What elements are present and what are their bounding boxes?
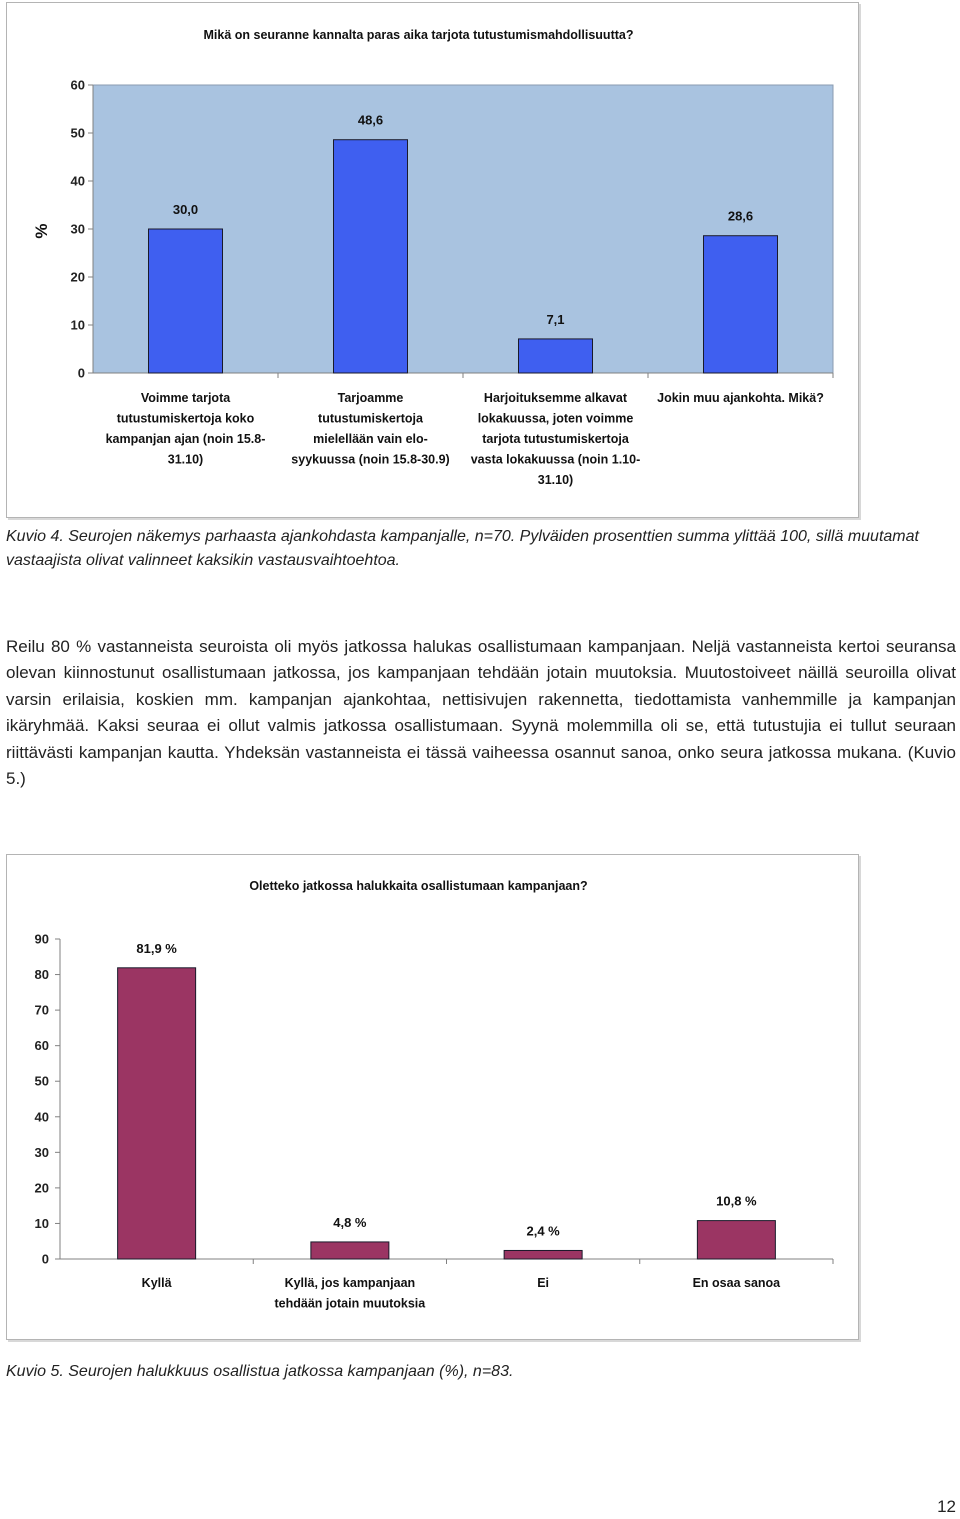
chart-1-data-label: 30,0 [172, 202, 199, 217]
chart-2-data-label: 2,4 % [526, 1223, 560, 1239]
chart-1-category-label: tutustumiskertoja koko [116, 411, 255, 426]
chart-1-category-label: mielellään vain elo- [313, 432, 428, 446]
chart-1-category-label: Harjoituksemme alkavat [483, 391, 628, 405]
chart-2-container [6, 854, 859, 1340]
chart-2-y-tick-label: 50 [34, 1073, 49, 1089]
chart-2-category-label: tehdään jotain muutoksia [274, 1296, 426, 1311]
chart-1-category-label: 31.10) [537, 473, 574, 487]
chart-2-data-label: 4,8 % [333, 1214, 367, 1230]
chart-1-data-label: 28,6 [727, 208, 754, 224]
chart-2-category-label: Kyllä, jos kampanjaan [284, 1276, 416, 1290]
chart-2-y-tick-label: 70 [34, 1002, 49, 1018]
chart-2-title: Oletteko jatkossa halukkaita osallistumaan kampanjaan? [249, 879, 588, 893]
chart-1-category-label: tutustumiskertoja [318, 411, 423, 426]
chart-1-data-label: 7,1 [546, 311, 565, 327]
chart-2-bar [118, 968, 196, 1259]
chart-1-title: Mikä on seuranne kannalta paras aika tarjota tutustumismahdollisuutta? [203, 28, 634, 42]
chart-2-y-tick-label: 0 [41, 1251, 49, 1267]
chart-2-y-tick-label: 60 [34, 1038, 49, 1054]
chart-1-data-label: 48,6 [357, 112, 384, 128]
chart-2-y-tick-label: 20 [34, 1180, 49, 1196]
chart-2-category-label: En osaa sanoa [692, 1276, 781, 1290]
chart-1-category-label: Tarjoamme [337, 391, 404, 405]
chart-1-bar [149, 229, 223, 373]
chart-2-y-tick-label: 10 [34, 1215, 49, 1231]
chart-2-bar [697, 1221, 775, 1259]
chart-1-category-label: 31.10) [167, 452, 204, 467]
chart-1-y-tick-label: 50 [70, 125, 85, 141]
chart-1-bar [704, 236, 778, 373]
chart-1-category-label: Voimme tarjota [140, 391, 231, 405]
chart-1-y-tick-label: 10 [70, 317, 85, 333]
chart-1-category-label: syykuussa (noin 15.8-30.9) [291, 452, 450, 467]
chart-1-container [6, 2, 859, 518]
chart-2-y-tick-label: 30 [34, 1144, 49, 1160]
chart-1-category-label: tarjota tutustumiskertoja [482, 432, 629, 446]
chart-1-category-label: lokakuussa, joten voimme [477, 411, 634, 426]
chart-2-y-tick-label: 80 [34, 967, 49, 983]
chart-1-category-label: Jokin muu ajankohta. Mikä? [657, 391, 824, 405]
chart-2-y-tick-label: 90 [34, 931, 49, 947]
chart-1-y-tick-label: 30 [70, 221, 85, 237]
figure-5-caption: Kuvio 5. Seurojen halukkuus osallistua jatkossa kampanjaan (%), n=83. [6, 1363, 514, 1380]
chart-2-category-label: Ei [537, 1276, 550, 1290]
chart-1-bar [519, 339, 593, 373]
chart-2-y-tick-label: 40 [34, 1109, 49, 1125]
body-paragraph: Reilu 80 % vastanneista seuroista oli myös jatkossa halukas osallistumaan kampanjaan. Neljä vastanneista kertoi seuransa olevan kiinnostunut osallistumaan jatkossa, jos kampanjaan tehdään jotain muutoksia. Muutostoiveet näillä seuroilla olivat varsin erilaisia, koskien mm. kampanjan ajankohtaa, nettisivujen rakennetta, tiedottamista vanhemmille ja kampanjan ikäryhmää. Kaksi seuraa ei ollut valmis jatkossa osallistumaan. Syynä molemmilla oli se, että tutustujia ei tullut seuraan riittävästi kampanjan kautta. Yhdeksän vastanneista ei tässä vaiheessa osannut sanoa, onko seura jatkossa mukana. (Kuvio 5.) [6, 637, 956, 789]
chart-2-svg [7, 855, 858, 1339]
chart-2-bar [504, 1250, 582, 1259]
chart-2-data-label: 81,9 % [136, 940, 177, 956]
chart-1-bar [334, 140, 408, 373]
page-number: 12 [937, 1497, 956, 1516]
chart-2-data-label: 10,8 % [716, 1193, 757, 1209]
chart-1-y-tick-label: 40 [70, 173, 85, 189]
chart-1-y-tick-label: 60 [70, 77, 85, 93]
chart-2-category-label: Kyllä [141, 1276, 172, 1290]
figure-4-caption: Kuvio 4. Seurojen näkemys parhaasta ajankohdasta kampanjalle, n=70. Pylväiden prosenttien summa ylittää 100, sillä muutamat vastaajista olivat valinneet kaksikin vastausvaihtoehtoa. [6, 528, 919, 569]
chart-1-y-tick-label: 20 [70, 269, 85, 285]
chart-1-y-tick-label: 0 [77, 365, 85, 381]
chart-1-y-axis-label: % [32, 223, 51, 239]
chart-1-svg [7, 3, 858, 517]
chart-1-category-label: kampanjan ajan (noin 15.8- [105, 432, 266, 446]
chart-2-bar [311, 1242, 389, 1259]
chart-1-category-label: vasta lokakuussa (noin 1.10- [470, 452, 641, 467]
